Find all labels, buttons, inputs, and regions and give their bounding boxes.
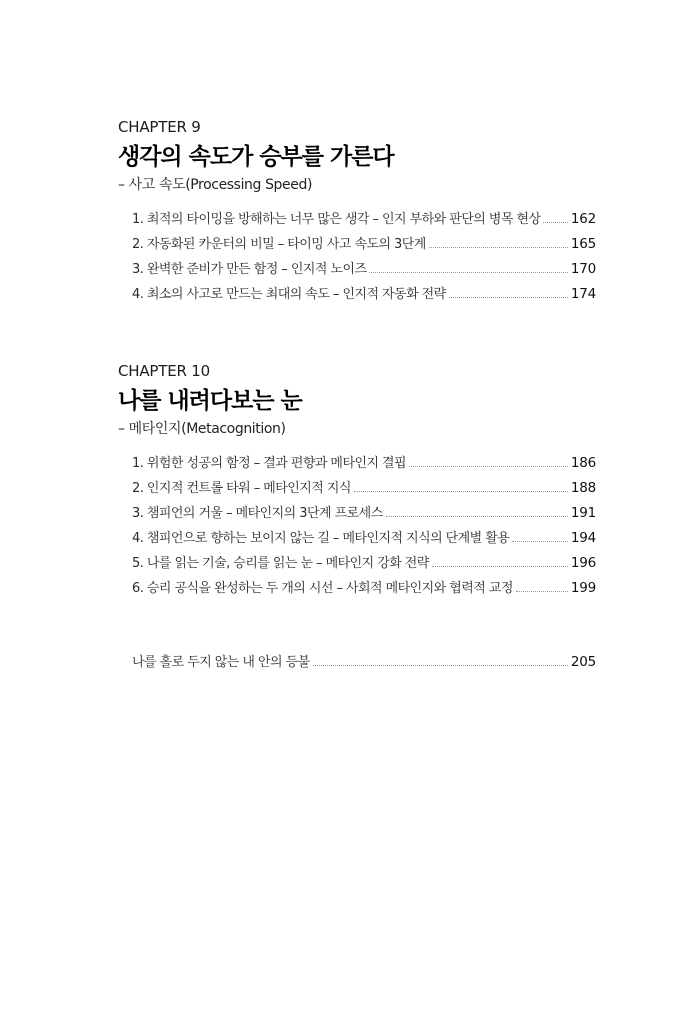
toc-page-number: 188 — [570, 480, 596, 496]
chapter-label: CHAPTER 10 — [118, 362, 210, 380]
toc-page-number: 205 — [570, 654, 596, 670]
toc-page-number: 165 — [570, 236, 596, 252]
toc-entry-title: 5. 나를 읽는 기술, 승리를 읽는 눈 – 메타인지 강화 전략 — [132, 556, 429, 571]
toc-entry[interactable] — [132, 504, 596, 522]
dot-leader — [354, 491, 568, 492]
toc-entry-title: 3. 챔피언의 거울 – 메타인지의 3단계 프로세스 — [132, 506, 383, 521]
toc-page-number: 194 — [570, 530, 596, 546]
chapter-title: 나를 내려다보는 눈 — [118, 388, 302, 414]
toc-entry[interactable] — [132, 235, 596, 253]
dot-leader — [449, 297, 568, 298]
toc-page-number: 196 — [570, 555, 596, 571]
chapter-10-header — [118, 362, 596, 438]
chapter-9-toc — [132, 210, 596, 310]
chapter-title: 생각의 속도가 승부를 가른다 — [118, 144, 394, 170]
dot-leader — [409, 466, 568, 467]
toc-entry-epilogue[interactable] — [132, 653, 596, 671]
chapter-subtitle: – 메타인지(Metacognition) — [118, 421, 286, 437]
toc-page-number: 170 — [570, 261, 596, 277]
toc-entry-title: 2. 자동화된 카운터의 비밀 – 타이밍 사고 속도의 3단계 — [132, 237, 426, 252]
toc-entry-title: 6. 승리 공식을 완성하는 두 개의 시선 – 사회적 메타인지와 협력적 교정 — [132, 581, 513, 596]
toc-entry[interactable] — [132, 479, 596, 497]
dot-leader — [386, 516, 568, 517]
epilogue-toc — [132, 653, 596, 678]
toc-entry-title: 2. 인지적 컨트롤 타워 – 메타인지적 지식 — [132, 481, 351, 496]
toc-entry-title: 4. 챔피언으로 향하는 보이지 않는 길 – 메타인지적 지식의 단계별 활용 — [132, 531, 510, 546]
toc-page-number: 174 — [570, 286, 596, 302]
toc-entry-title: 4. 최소의 사고로 만드는 최대의 속도 – 인지적 자동화 전략 — [132, 287, 446, 302]
toc-entry[interactable] — [132, 529, 596, 547]
toc-entry-title: 3. 완벽한 준비가 만든 함정 – 인지적 노이즈 — [132, 262, 367, 277]
dot-leader — [512, 541, 568, 542]
toc-entry[interactable] — [132, 285, 596, 303]
dot-leader — [429, 247, 568, 248]
toc-page-number: 186 — [570, 455, 596, 471]
toc-entry[interactable] — [132, 210, 596, 228]
chapter-subtitle: – 사고 속도(Processing Speed) — [118, 177, 313, 193]
toc-entry[interactable] — [132, 454, 596, 472]
toc-entry-title: 1. 최적의 타이밍을 방해하는 너무 많은 생각 – 인지 부하와 판단의 병목 현상 — [132, 212, 541, 227]
chapter-10-toc — [132, 454, 596, 604]
dot-leader — [313, 665, 568, 666]
dot-leader — [369, 272, 567, 273]
dot-leader — [432, 566, 568, 567]
toc-entry[interactable] — [132, 554, 596, 572]
toc-entry-title: 나를 홀로 두지 않는 내 안의 등불 — [132, 655, 310, 670]
chapter-label: CHAPTER 9 — [118, 118, 201, 136]
dot-leader — [516, 591, 568, 592]
toc-entry[interactable] — [132, 579, 596, 597]
toc-entry-title: 1. 위험한 성공의 함정 – 결과 편향과 메타인지 결핍 — [132, 456, 407, 471]
toc-page-number: 199 — [570, 580, 596, 596]
toc-entry[interactable] — [132, 260, 596, 278]
toc-page-number: 162 — [570, 211, 596, 227]
toc-page-number: 191 — [570, 505, 596, 521]
chapter-9-header — [118, 118, 596, 194]
dot-leader — [543, 222, 567, 223]
